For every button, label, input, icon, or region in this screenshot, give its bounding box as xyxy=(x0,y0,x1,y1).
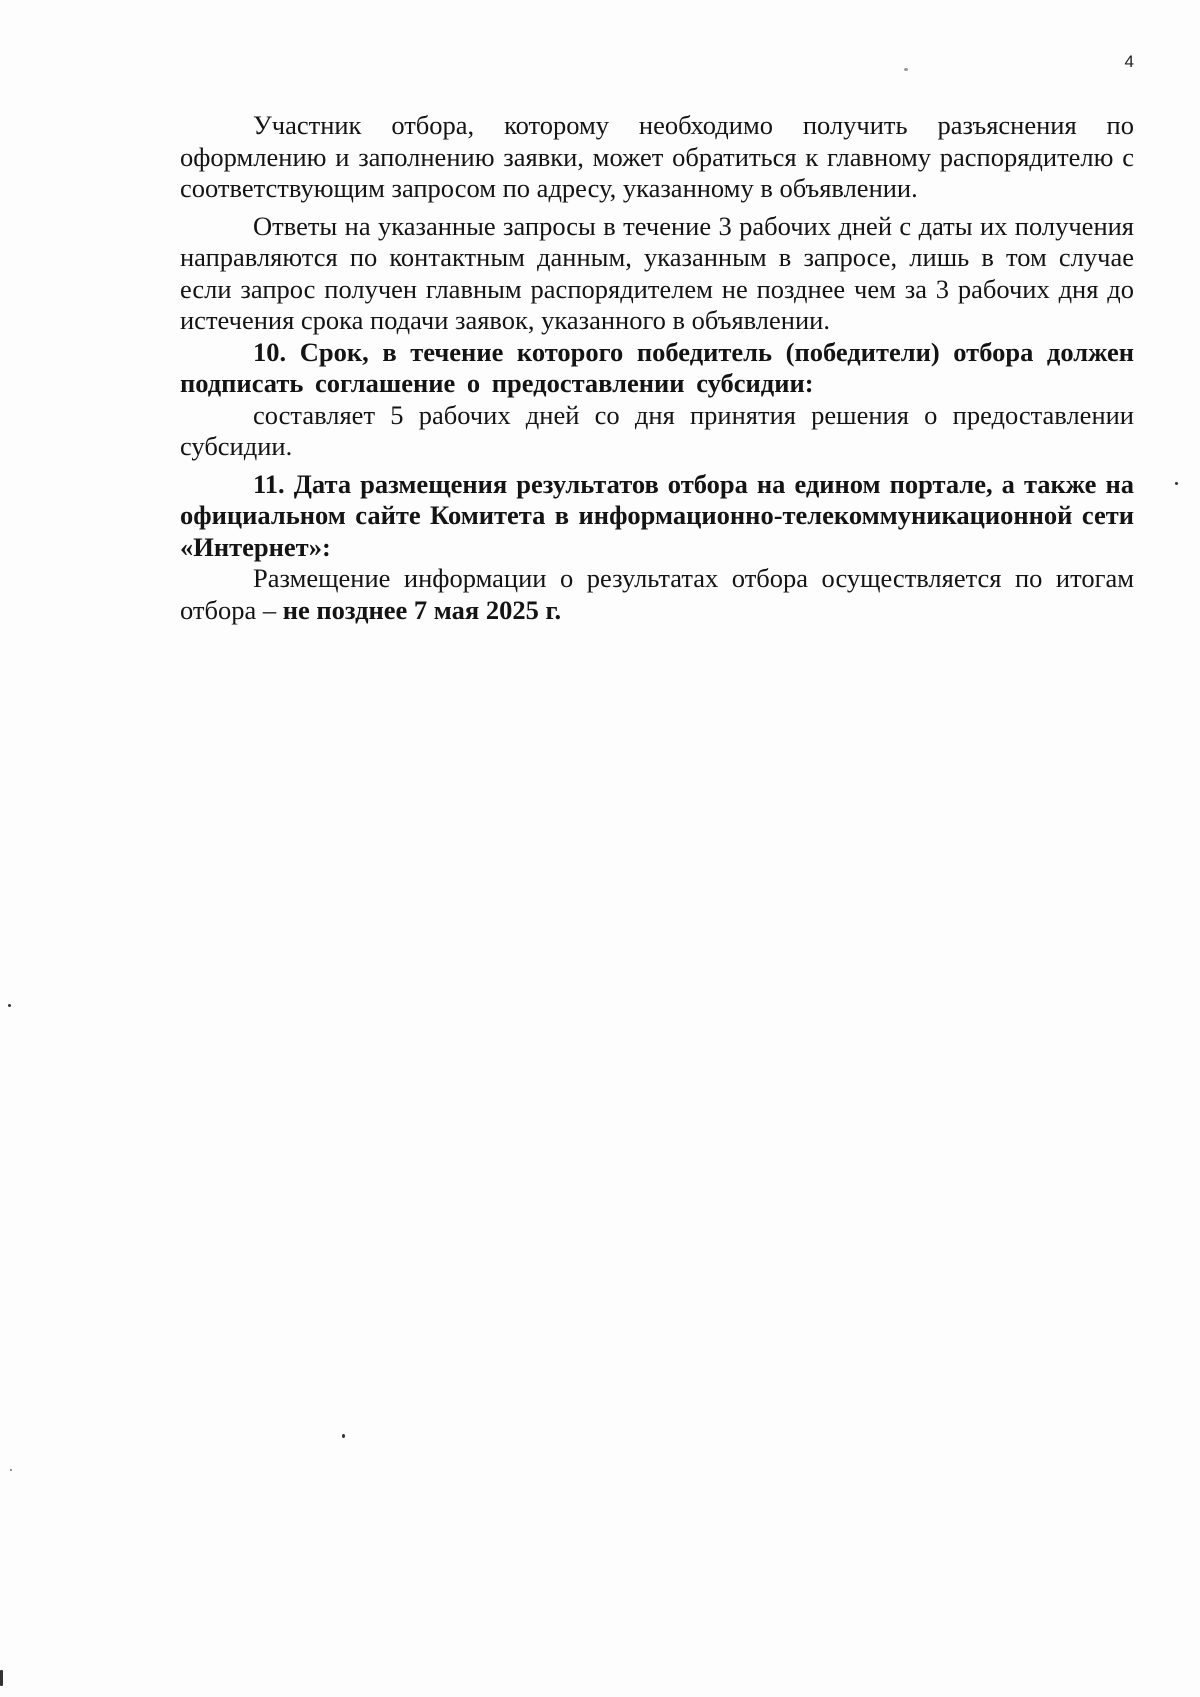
section-11-text-regular: Размещение информации о результатах отбора осуществляется по итогам отбора – xyxy=(180,563,1134,625)
page-number: 4 xyxy=(1124,52,1134,71)
paragraph-response-terms: Ответы на указанные запросы в течение 3 рабочих дней с даты их получения направляются по контактным данным, указанным в запросе, лишь в том случае если запрос получен главным распорядителем не позднее чем за 3 рабочих дня до истечения срока подачи заявок, указанного в объявлении. xyxy=(180,210,1134,335)
scan-speck xyxy=(342,1434,345,1438)
section-11-heading: 11. Дата размещения результатов отбора на едином портале, а также на официальном сайте Комитета в информационно-телекоммуникационной сети «Интернет»: xyxy=(180,468,1134,562)
section-11-deadline: не позднее 7 мая 2025 г. xyxy=(282,594,562,625)
scan-speck xyxy=(10,1469,12,1471)
scan-speck xyxy=(1175,482,1178,485)
scan-speck xyxy=(904,68,908,71)
scan-speck xyxy=(0,1670,3,1686)
document-body xyxy=(180,110,1134,626)
paragraph-clarification-request: Участник отбора, которому необходимо получить разъяснения по оформлению и заполнению заявки, может обратиться к главному распорядителю с соответствующим запросом по адресу, указанному в объявлении. xyxy=(180,110,1134,203)
section-11-text xyxy=(180,563,1134,626)
scan-speck xyxy=(8,1004,11,1007)
section-10-heading: 10. Срок, в течение которого победитель (победители) отбора должен подписать соглашение о предоставлении субсидии: xyxy=(180,336,1134,398)
section-10-text: составляет 5 рабочих дней со дня принятия решения о предоставлении субсидии. xyxy=(180,399,1134,461)
